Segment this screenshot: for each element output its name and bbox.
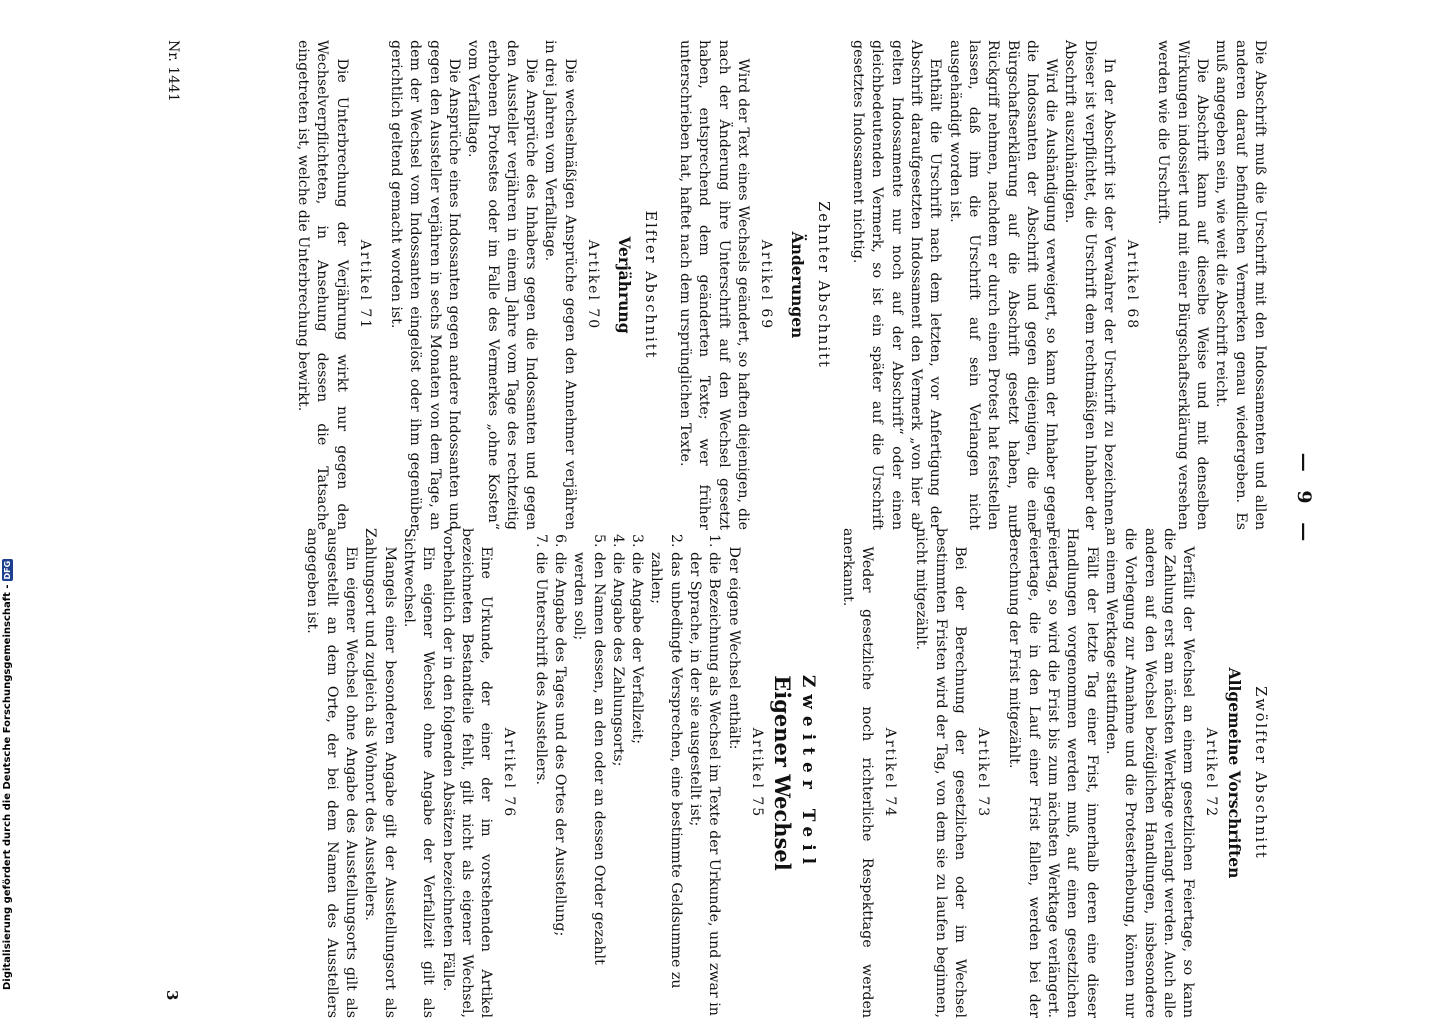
list-item: 3. die Angabe der Verfallzeit; xyxy=(627,552,646,1018)
paragraph: Die Unterbrechung der Verjährung wirkt nur gegen den Wechselverpflichteten, in Ansehung dessen die Tatsache eingetreten ist, welche die Unterbrechung bewirkt. xyxy=(295,40,350,530)
list-item: 5. den Namen dessen, an den oder an dessen Order gezahlt werden soll; xyxy=(569,552,608,1018)
footer-issue-number: Nr. 1441 xyxy=(165,40,181,102)
section-title: Allgemeine Vorschriften xyxy=(1225,667,1245,879)
paragraph: In der Abschrift ist der Verwahrer der Urschrift zu bezeichnen. Dieser ist verpflichtet, die Urschrift dem rechtmäßigen Inhaber der Abschrift auszuhändigen. xyxy=(1062,40,1118,530)
article-heading: Artikel 72 xyxy=(1203,727,1220,819)
list-item: 2. das unbedingte Versprechen, eine bestimmte Geldsumme zu zahlen; xyxy=(646,552,685,1018)
paragraph: Mangels einer besonderen Angabe gilt der Ausstellungsort als Zahlungsort und zugleich als Wohnort des Ausstellers. xyxy=(362,528,398,1018)
part-heading: Zweiter Teil xyxy=(798,674,819,872)
list-item: 1. die Bezeichnung als Wechsel im Texte der Urkunde, und zwar in der Sprache, in der sie ausgestellt ist; xyxy=(685,552,724,1018)
article-heading: Artikel 68 xyxy=(1124,239,1141,331)
paragraph: Die Abschrift muß die Urschrift mit den Indossamenten und allen anderen darauf befindlichen Vermerken genau wiedergeben. Es muß angegeben sein, wie weit die Abschrift reicht. xyxy=(1213,40,1268,530)
paragraph: Weder gesetzliche noch richterliche Respekttage werden anerkannt. xyxy=(839,528,876,1018)
paragraph: Enthält die Urschrift nach dem letzten, vor Anfertigung der Abschrift daraufgesetzten Indossament den Vermerk „von hier ab gelten Indossamente nur noch auf der Abschrift“ oder einen gleichbedeutenden Vermerk, so ist ein später auf die Urschrift gesetztes Indossament nichtig. xyxy=(850,40,944,530)
paragraph: Die Abschrift kann auf dieselbe Weise und mit denselben Wirkungen indossiert und mit einer Bürgschaftserklärung versehen werden wie die Urschrift. xyxy=(1155,40,1211,530)
page-number-header: — 9 — xyxy=(1293,452,1315,548)
section-title: Verjährung xyxy=(614,236,634,334)
dfg-logo: DFG xyxy=(2,560,12,580)
paragraph: Die Ansprüche eines Indossanten gegen andere Indossanten und gegen den Aussteller verjähren in sechs Monaten von dem Tage, an dem der Wechsel vom Indossanten eingelöst oder ihm gegenüber gerichtlich geltend gemacht worden ist. xyxy=(388,40,462,530)
article-heading: Artikel 70 xyxy=(584,239,601,331)
paragraph: Ein eigener Wechsel ohne Angabe der Verfallzeit gilt als Sichtwechsel. xyxy=(401,528,437,1018)
article-heading: Artikel 75 xyxy=(748,727,765,819)
article-heading: Artikel 76 xyxy=(501,727,518,819)
digitization-credit xyxy=(0,0,14,990)
requirements-list xyxy=(530,528,723,1018)
section-heading: Zwölfter Abschnitt xyxy=(1252,686,1268,860)
paragraph: Bei der Berechnung der gesetzlichen oder im Wechsel bestimmten Fristen wird der Tag, von dem sie zu laufen beginnen, nicht mitgezählt. xyxy=(913,528,969,1018)
section-heading: Elfter Abschnitt xyxy=(641,210,658,360)
list-item: 7. die Unterschrift des Ausstellers. xyxy=(530,552,549,1018)
section-heading: Zehnter Abschnitt xyxy=(814,201,831,369)
article-heading: Artikel 74 xyxy=(882,727,899,819)
paragraph: Ein eigener Wechsel ohne Angabe des Ausstellungsorts gilt als ausgestellt an dem Orte, der bei dem Namen des Ausstellers angegeben ist. xyxy=(304,528,360,1018)
paragraph: Die Ansprüche des Inhabers gegen die Indossanten und gegen den Aussteller verjähren in einem Jahre vom Tage des rechtzeitig erhobenen Protestes oder im Falle des Vermerkes „ohne Kosten“ vom Verfalltage. xyxy=(465,40,540,530)
paragraph: Wird der Text eines Wechsels geändert, so haften diejenigen, die nach der Änderung ihre Unterschrift auf den Wechsel gesetzt haben, entsprechend dem geänderten Texte; wer früher unterschrieben hat, haftet nach dem ursprünglichen Texte. xyxy=(676,40,751,530)
right-column xyxy=(302,528,1269,1018)
credit-text: Digitalisierung gefördert durch die Deutsche Forschungsgemeinschaft - xyxy=(1,584,13,990)
paragraph: Der eigene Wechsel enthält: xyxy=(725,546,742,750)
article-heading: Artikel 69 xyxy=(757,239,774,331)
paragraph: Eine Urkunde, der einer der im vorstehenden Artikel bezeichneten Bestandteile fehlt, gilt nicht als eigener Wechsel, vorbehaltlich der in den folgenden Absätzen bezeichneten Fälle. xyxy=(439,528,495,1018)
left-column xyxy=(293,40,1269,530)
footer-signature-mark: 3 xyxy=(163,990,181,1001)
list-item: 4. die Angabe des Zahlungsorts; xyxy=(608,552,627,1018)
article-heading: Artikel 71 xyxy=(356,239,373,331)
section-title: Änderungen xyxy=(788,231,807,339)
article-heading: Artikel 73 xyxy=(975,727,992,819)
paragraph: Wird die Aushändigung verweigert, so kann der Inhaber gegen die Indossanten der Abschrift und gegen diejenigen, die eine Bürgschaftserklärung auf die Abschrift gesetzt haben, nur Rückgriff nehmen, nachdem er durch einen Protest hat feststellen lassen, daß ihm die Urschrift auf sein Verlangen nicht ausgehändigt worden ist. xyxy=(946,40,1060,530)
part-title: Eigener Wechsel xyxy=(770,675,796,871)
paragraph: Die wechselmäßigen Ansprüche gegen den Annehmer verjähren in drei Jahren vom Verfalltage. xyxy=(542,40,578,530)
list-item: 6. die Angabe des Tages und des Ortes der Ausstellung; xyxy=(550,552,569,1018)
paragraph: Verfällt der Wechsel an einem gesetzlichen Feiertage, so kann die Zahlung erst am nächsten Werktage verlangt werden. Auch alle anderen auf den Wechsel bezüglichen Handlungen, insbesondere die Vorlegung zur Annahme und die Protesterhebung, können nur an einem Werktage stattfinden. xyxy=(1102,528,1197,1018)
paragraph: Fällt der letzte Tag einer Frist, innerhalb deren eine dieser Handlungen vorgenommen werden muß, auf einen gesetzlichen Feiertag, so wird die Frist bis zum nächsten Werktage verlängert. Feiertage, die in den Lauf einer Frist fallen, werden bei der Berechnung der Frist mitgezählt. xyxy=(1006,528,1100,1018)
